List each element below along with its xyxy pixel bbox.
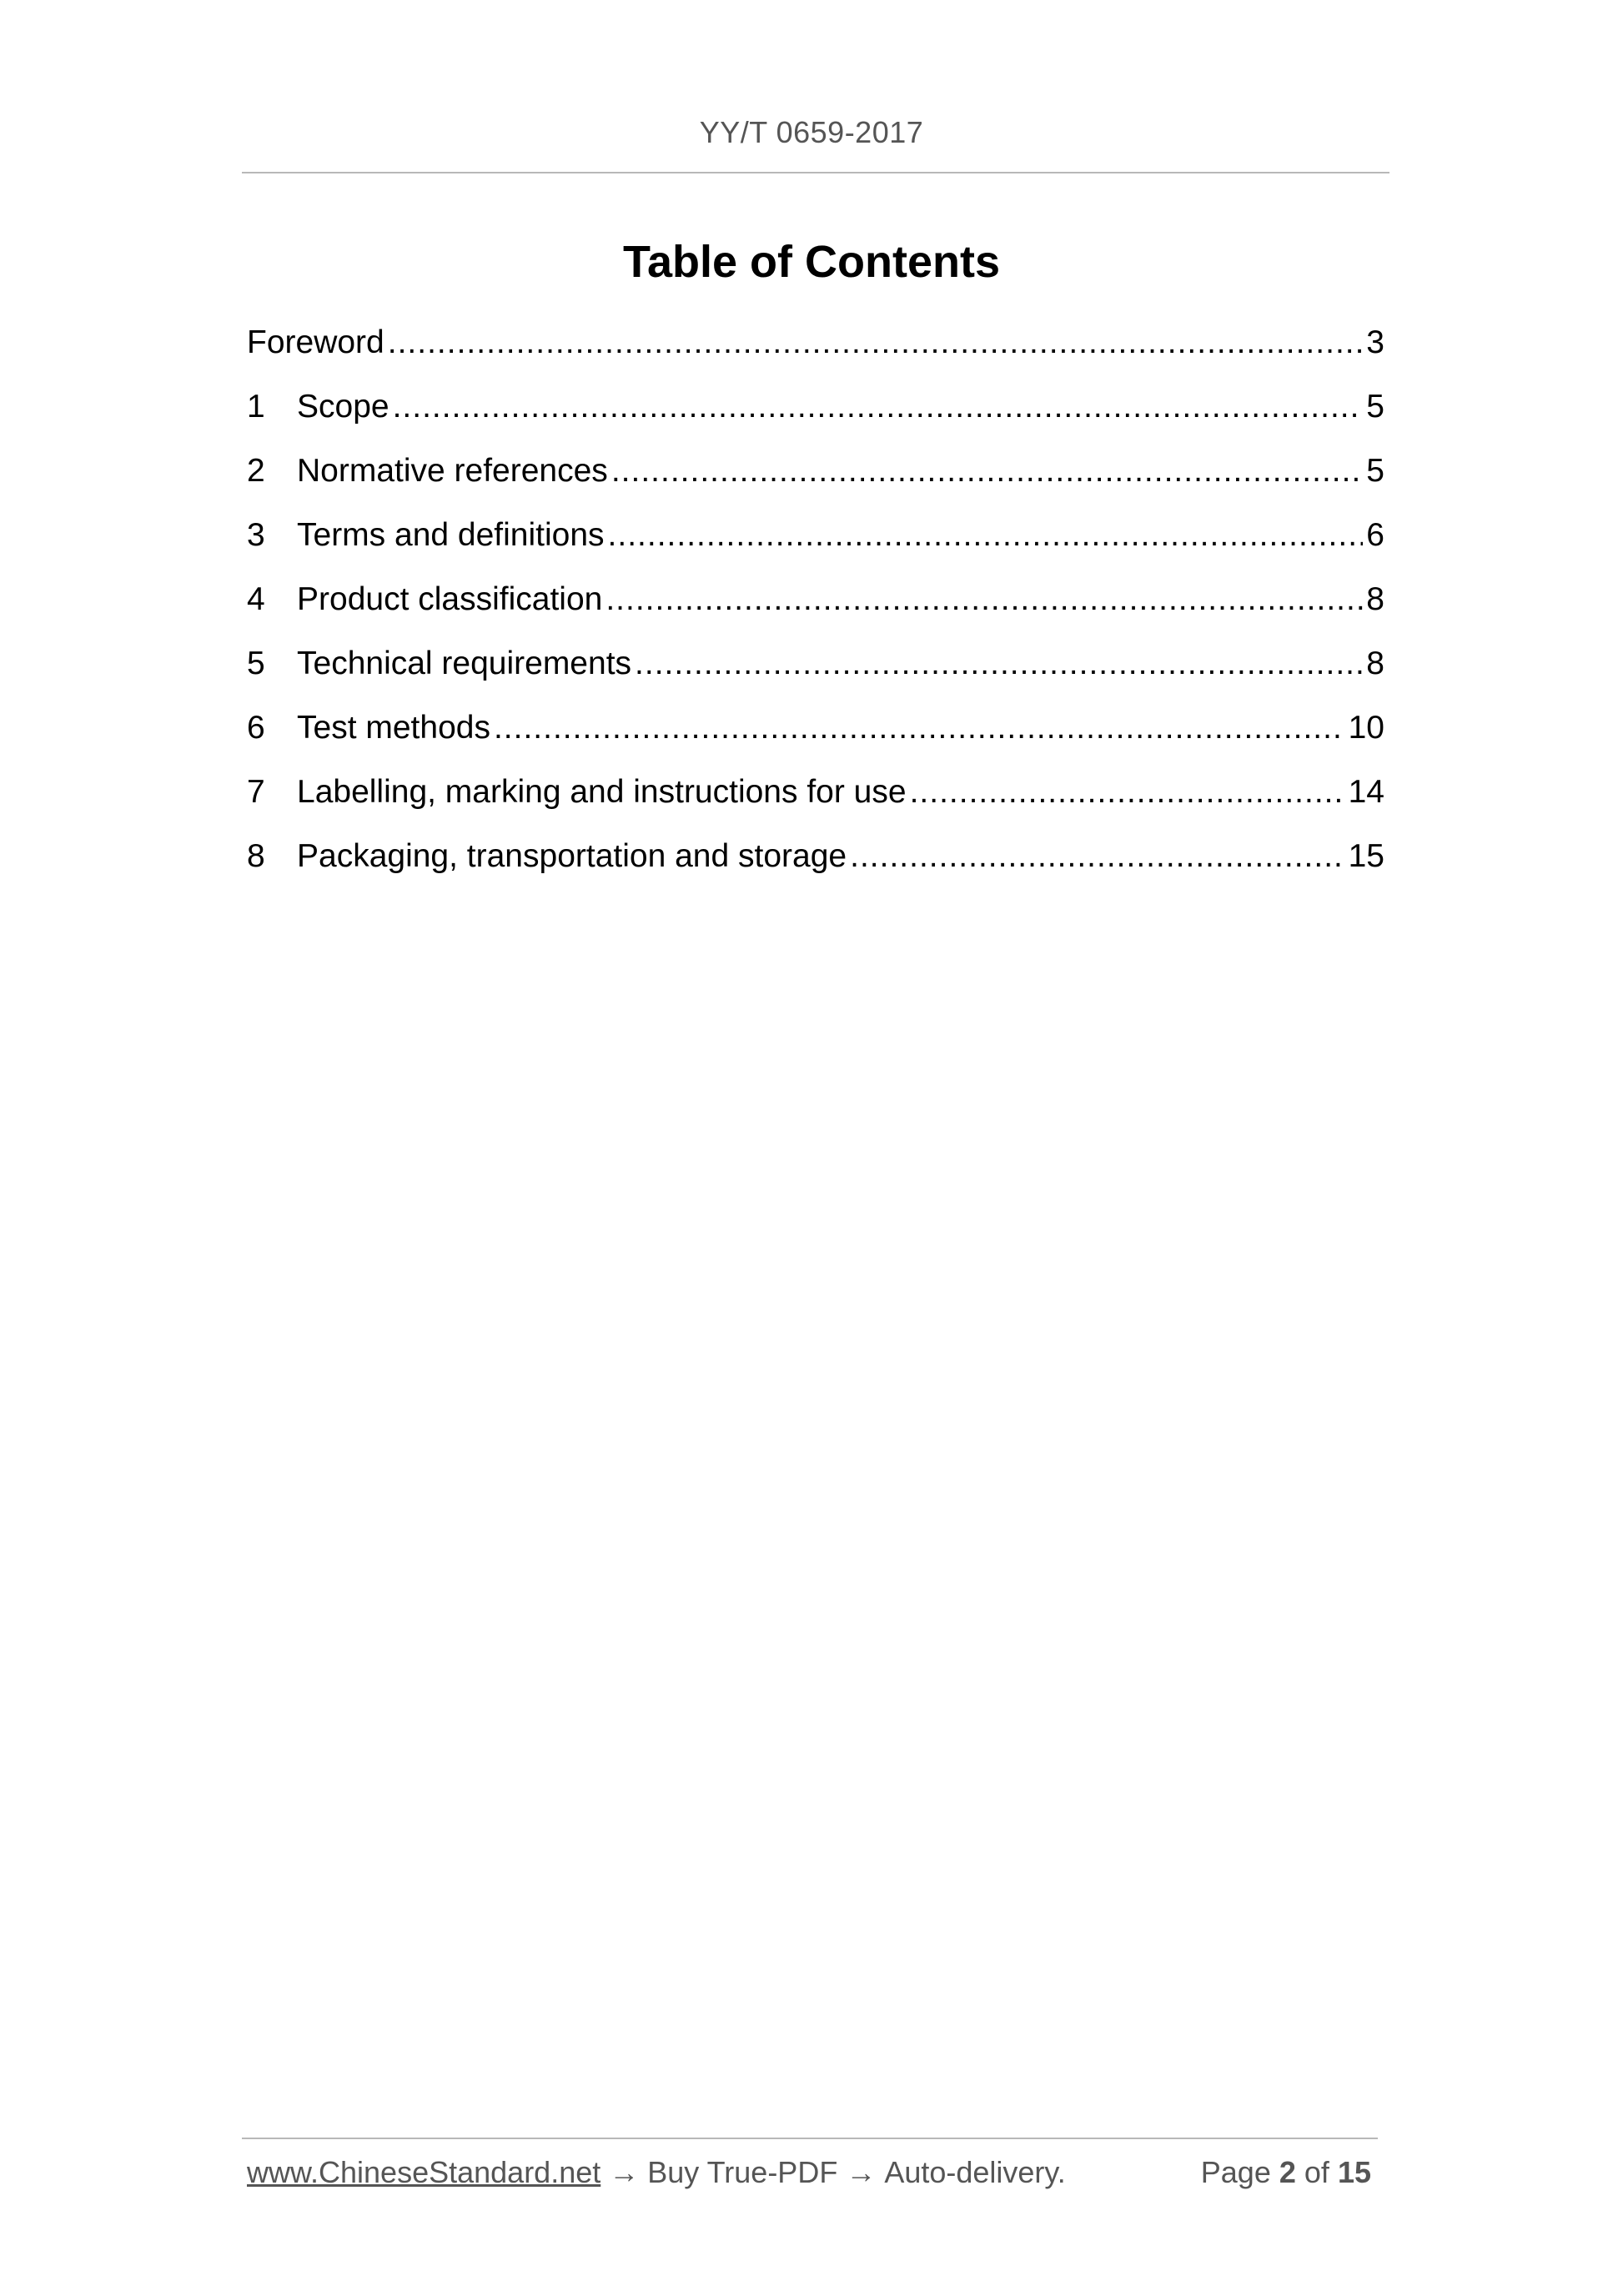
toc-entry-label: Product classification: [297, 581, 603, 617]
toc-title: Table of Contents: [623, 237, 1000, 287]
footer-promo: [247, 2155, 1066, 2190]
right-arrow-icon: →: [846, 2155, 877, 2189]
toc-entry-label: Packaging, transportation and storage: [297, 838, 847, 874]
site-link[interactable]: www.ChineseStandard.net: [247, 2155, 601, 2189]
toc-leader-dots: [850, 829, 1345, 884]
toc-leader-dots: [393, 379, 1364, 435]
toc-entry-page: 5: [1366, 453, 1384, 489]
toc-entry-label: Foreword: [247, 324, 384, 360]
document-code: YY/T 0659-2017: [699, 115, 924, 149]
toc-entry-label: Test methods: [297, 710, 490, 746]
toc-entry-page: 15: [1348, 838, 1384, 874]
toc-leader-dots: [635, 636, 1363, 691]
toc-entry-labelling-marking[interactable]: [247, 765, 1384, 829]
page-word: Page: [1200, 2155, 1271, 2189]
toc-entry-page: 8: [1366, 646, 1384, 681]
toc-entry-product-classification[interactable]: [247, 572, 1384, 636]
right-arrow-icon: →: [609, 2155, 640, 2189]
toc-entry-number: 2: [247, 453, 265, 489]
toc-leader-dots: [494, 701, 1345, 756]
toc-entry-page: 8: [1366, 581, 1384, 617]
toc-entry-page: 5: [1366, 389, 1384, 425]
toc-leader-dots: [605, 572, 1363, 627]
toc-entry-number: 4: [247, 581, 265, 617]
toc-entry-number: 1: [247, 389, 265, 425]
page-indicator: [1201, 2155, 1378, 2190]
toc-entry-label: Technical requirements: [297, 646, 632, 681]
toc-entry-packaging-transportation-storage[interactable]: [247, 829, 1384, 893]
toc-leader-dots: [608, 508, 1364, 563]
of-word: of: [1304, 2155, 1329, 2189]
toc-entry-number: 5: [247, 646, 265, 681]
toc-entry-label: Normative references: [297, 453, 608, 489]
toc-entry-page: 14: [1348, 774, 1384, 810]
toc-entry-test-methods[interactable]: [247, 701, 1384, 765]
total-pages-number: 15: [1337, 2155, 1371, 2189]
toc-entry-number: 8: [247, 838, 265, 874]
header-divider: [242, 172, 1389, 173]
current-page-number: 2: [1279, 2155, 1296, 2189]
toc-entry-terms-and-definitions[interactable]: [247, 508, 1384, 572]
toc-entry-normative-references[interactable]: [247, 444, 1384, 508]
auto-delivery-text: Auto-delivery.: [884, 2155, 1066, 2189]
toc-entry-technical-requirements[interactable]: [247, 636, 1384, 701]
toc-leader-dots: [388, 315, 1364, 370]
toc-entry-page: 3: [1366, 324, 1384, 360]
toc-entry-scope[interactable]: [247, 379, 1384, 444]
toc-entry-foreword[interactable]: [247, 315, 1384, 379]
toc-entry-label: Scope: [297, 389, 389, 425]
toc-leader-dots: [611, 444, 1363, 499]
toc-entry-page: 6: [1366, 517, 1384, 553]
toc-list: [247, 315, 1384, 893]
toc-entry-label: Terms and definitions: [297, 517, 605, 553]
footer-divider: [242, 2138, 1378, 2139]
toc-entry-number: 3: [247, 517, 265, 553]
page-footer: [247, 2155, 1378, 2190]
toc-entry-label: Labelling, marking and instructions for use: [297, 774, 907, 810]
toc-entry-number: 7: [247, 774, 265, 810]
toc-leader-dots: [910, 765, 1345, 820]
toc-entry-page: 10: [1348, 710, 1384, 746]
buy-true-pdf-text: Buy True-PDF: [647, 2155, 838, 2189]
toc-entry-number: 6: [247, 710, 265, 746]
